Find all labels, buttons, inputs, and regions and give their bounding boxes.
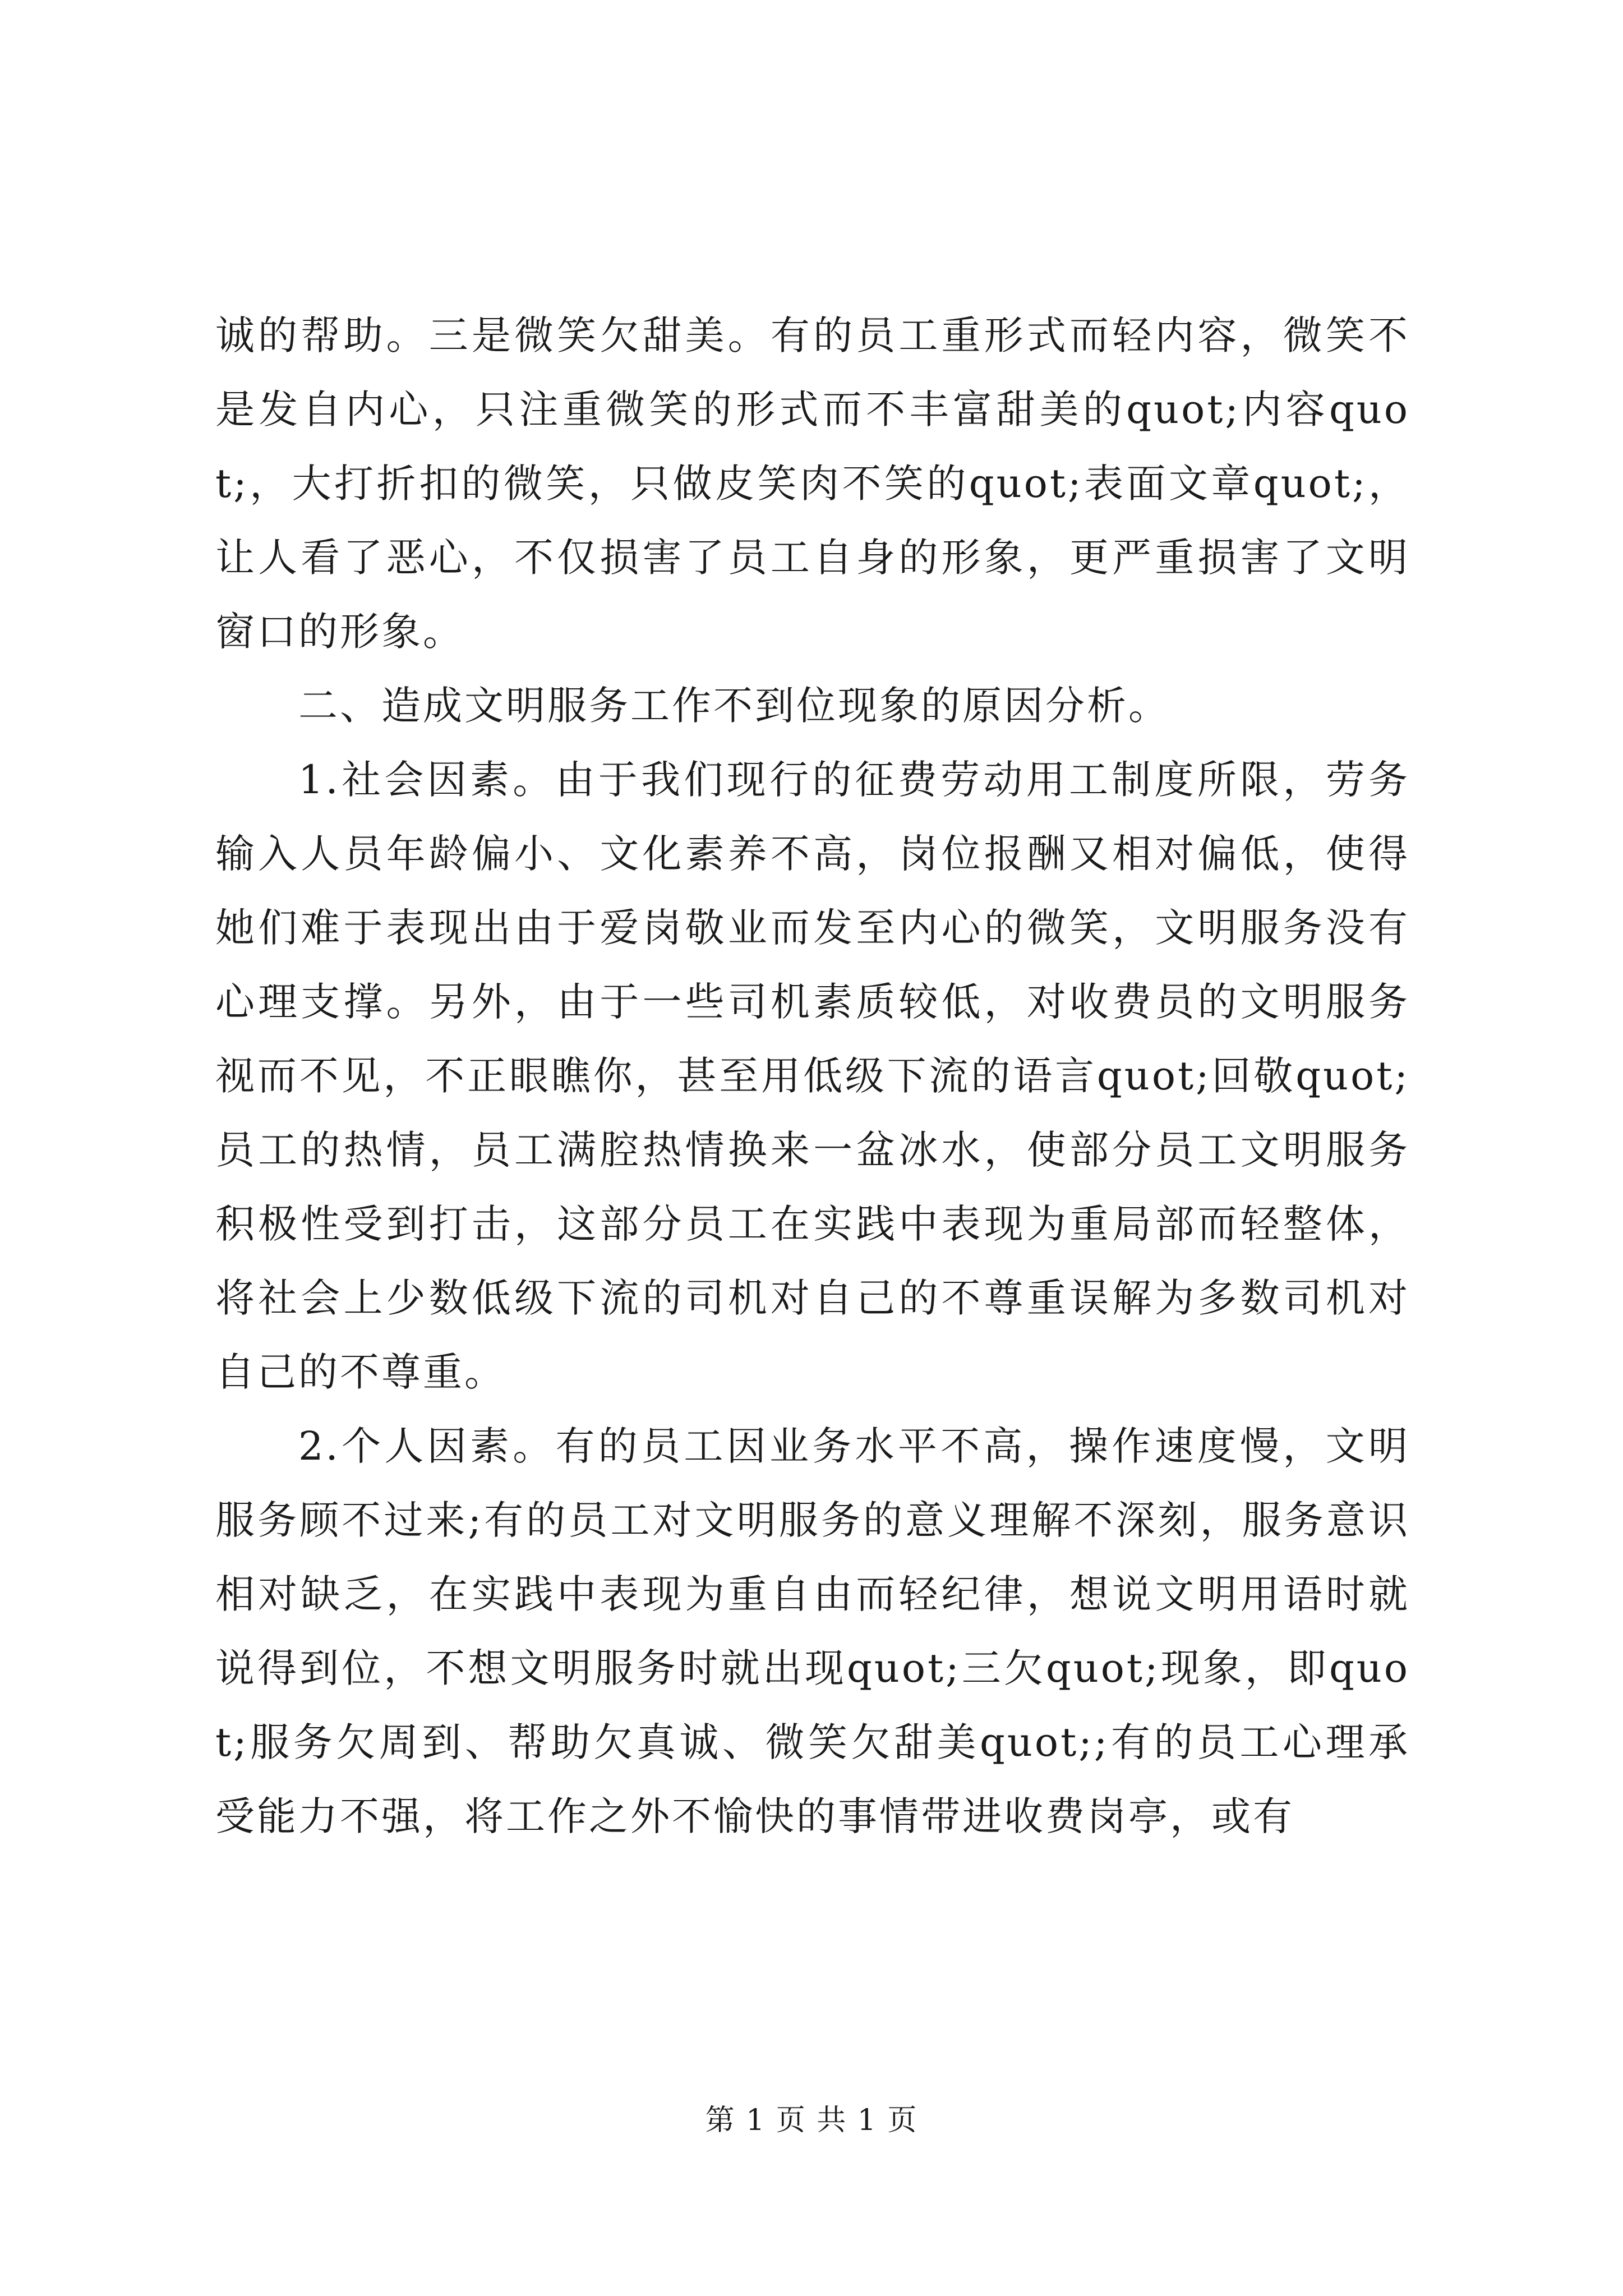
- document-body: [215, 298, 1410, 1853]
- section-heading-cause-analysis: 二、造成文明服务工作不到位现象的原因分析。: [298, 683, 1170, 729]
- paragraph-personal-factors: 2.个人因素。有的员工因业务水平不高，操作速度慢，文明服务顾不过来;有的员工对文明服务的意义理解不深刻，服务意识相对缺乏，在实践中表现为重自由而轻纪律，想说文明用语时就说得到位，不想文明服务时就出现quot;三欠quot;现象，即quot;服务欠周到、帮助欠真诚、微笑欠甜美quot;;有的员工心理承受能力不强，将工作之外不愉快的事情带进收费岗亭，或有: [215, 1423, 1410, 1839]
- paragraph-continued: 诚的帮助。三是微笑欠甜美。有的员工重形式而轻内容，微笑不是发自内心，只注重微笑的形式而不丰富甜美的quot;内容quot;，大打折扣的微笑，只做皮笑肉不笑的quot;表面文章quot;，让人看了恶心，不仅损害了员工自身的形象，更严重损害了文明窗口的形象。: [215, 312, 1410, 655]
- page-number-footer: 第 1 页 共 1 页: [705, 2104, 918, 2137]
- paragraph-social-factors: 1.社会因素。由于我们现行的征费劳动用工制度所限，劳务输入人员年龄偏小、文化素养不高，岗位报酬又相对偏低，使得她们难于表现出由于爱岗敬业而发至内心的微笑，文明服务没有心理支撑。另外，由于一些司机素质较低，对收费员的文明服务视而不见，不正眼瞧你，甚至用低级下流的语言quot;回敬quot;员工的热情，员工满腔热情换来一盆冰水，使部分员工文明服务积极性受到打击，这部分员工在实践中表现为重局部而轻整体，将社会上少数低级下流的司机对自己的不尊重误解为多数司机对自己的不尊重。: [215, 757, 1410, 1395]
